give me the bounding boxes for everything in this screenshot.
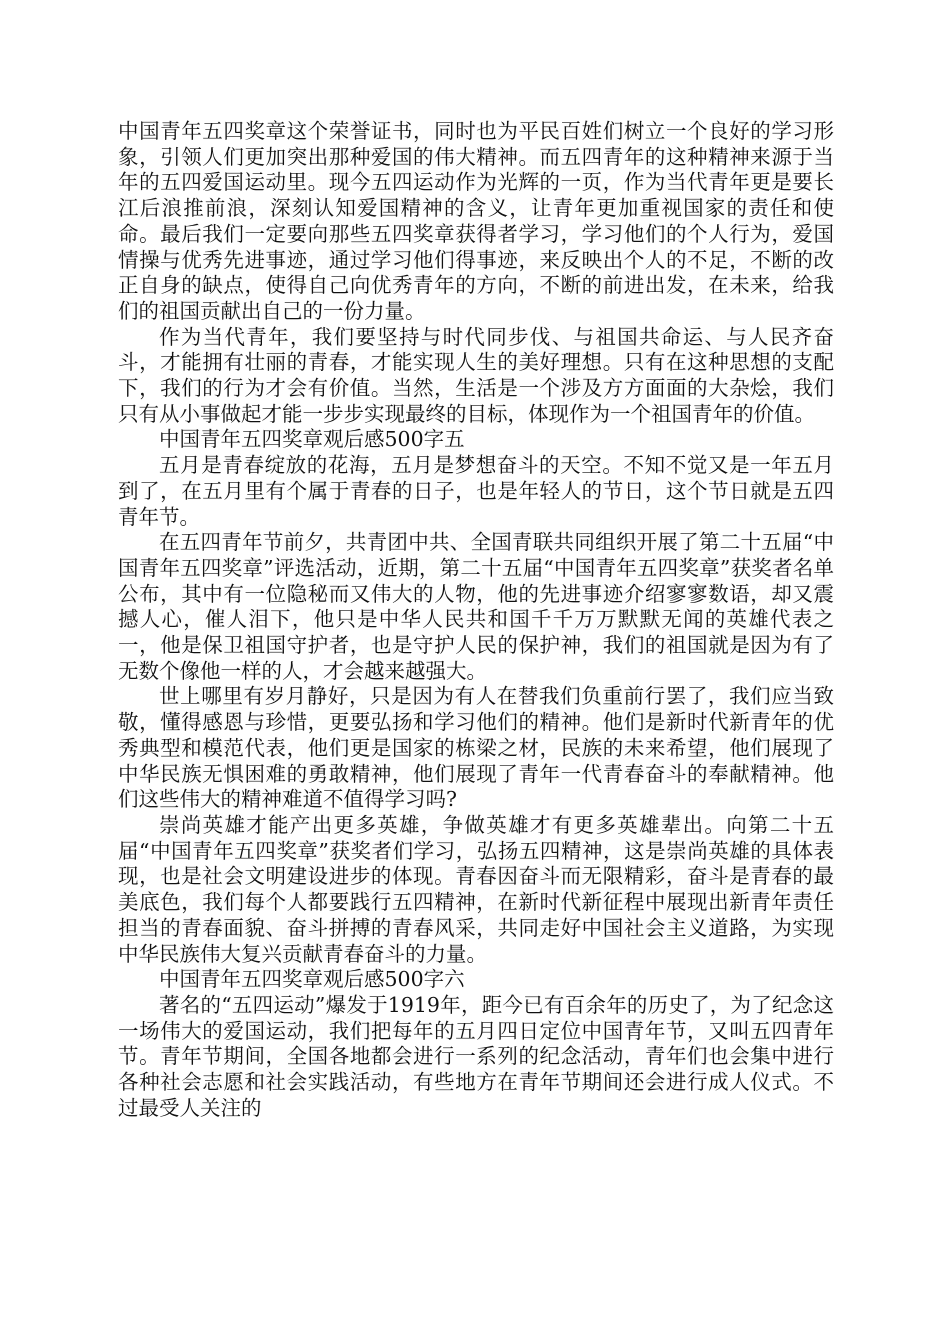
- section-heading-6: 中国青年五四奖章观后感500字六: [159, 967, 465, 992]
- section-heading-5: 中国青年五四奖章观后感500字五: [159, 427, 465, 452]
- paragraph-7: 著名的“五四运动”爆发于1919年，距今已有百余年的历史了，为了纪念这一场伟大的爱国运动，我们把每年的五月四日定位中国青年节，又叫五四青年节。青年节期间，全国各地都会进行一系列的纪念活动，青年们也会集中进行各种社会志愿和社会实践活动，有些地方在青年节期间还会进行成人仪式。不过最受人关注的: [118, 992, 834, 1120]
- paragraph-3: 五月是青春绽放的花海，五月是梦想奋斗的天空。不知不觉又是一年五月到了，在五月里有个属于青春的日子，也是年轻人的节日，这个节日就是五四青年节。: [118, 453, 834, 529]
- paragraph-4: 在五四青年节前夕，共青团中共、全国青联共同组织开展了第二十五届“中国青年五四奖章”评选活动，近期，第二十五届“中国青年五四奖章”获奖者名单公布，其中有一位隐秘而又伟大的人物，他的先进事迹介绍寥寥数语，却又震撼人心，催人泪下，他只是中华人民共和国千千万万默默无闻的英雄代表之一，他是保卫祖国守护者，也是守护人民的保护神，我们的祖国就是因为有了无数个像他一样的人，才会越来越强大。: [118, 530, 834, 683]
- paragraph-2: 作为当代青年，我们要坚持与时代同步伐、与祖国共命运、与人民齐奋斗，才能拥有壮丽的青春，才能实现人生的美好理想。只有在这种思想的支配下，我们的行为才会有价值。当然，生活是一个涉及方方面面的大杂烩，我们只有从小事做起才能一步步实现最终的目标，体现作为一个祖国青年的价值。: [118, 324, 834, 426]
- document-page: [118, 119, 834, 1121]
- paragraph-1: 中国青年五四奖章这个荣誉证书，同时也为平民百姓们树立一个良好的学习形象，引领人们更加突出那种爱国的伟大精神。而五四青年的这种精神来源于当年的五四爱国运动里。现今五四运动作为光辉的一页，作为当代青年更是要长江后浪推前浪，深刻认知爱国精神的含义，让青年更加重视国家的责任和使命。最后我们一定要向那些五四奖章获得者学习，学习他们的个人行为，爱国情操与优秀先进事迹，通过学习他们得事迹，来反映出个人的不足，不断的改正自身的缺点，使得自己向优秀青年的方向，不断的前进出发，在未来，给我们的祖国贡献出自己的一份力量。: [118, 119, 834, 323]
- paragraph-5: 世上哪里有岁月静好，只是因为有人在替我们负重前行罢了，我们应当致敬，懂得感恩与珍惜，更要弘扬和学习他们的精神。他们是新时代新青年的优秀典型和模范代表，他们更是国家的栋梁之材，民族的未来希望，他们展现了中华民族无惧困难的勇敢精神，他们展现了青年一代青春奋斗的奉献精神。他们这些伟大的精神难道不值得学习吗?: [118, 684, 834, 812]
- paragraph-6: 崇尚英雄才能产出更多英雄，争做英雄才有更多英雄辈出。向第二十五届“中国青年五四奖章”获奖者们学习，弘扬五四精神，这是崇尚英雄的具体表现，也是社会文明建设进步的体现。青春因奋斗而无限精彩，奋斗是青春的最美底色，我们每个人都要践行五四精神，在新时代新征程中展现出新青年责任担当的青春面貌、奋斗拼搏的青春风采，共同走好中国社会主义道路，为实现中华民族伟大复兴贡献青春奋斗的力量。: [118, 812, 834, 966]
